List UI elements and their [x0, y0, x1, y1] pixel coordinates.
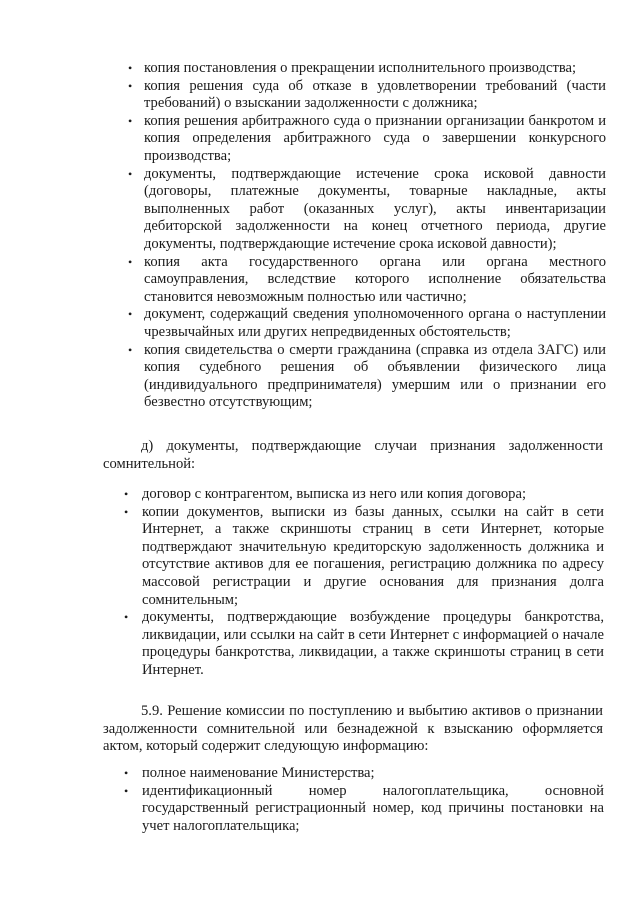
list-item-text: копия решения арбитражного суда о признании организации банкротом и копия определения арбитражного суда о завершении конкурсного производства; [144, 112, 606, 164]
list-item-text: документы, подтверждающие возбуждение процедуры банкротства, ликвидации, или ссылки на сайт в сети Интернет с информацией о начале процедуры банкротства, ликвидации, а также скриншоты страниц в сети Интернет. [142, 609, 604, 678]
paragraph-text: 5.9. Решение комиссии по поступлению и выбытию активов о признании задолженности сомнительной или безнадежной к взысканию оформляется актом, который содержит следующую информацию: [103, 703, 603, 755]
list-item-text: полное наименование Министерства; [142, 765, 375, 781]
list-item [0, 486, 639, 504]
paragraph-section-5-9 [103, 703, 603, 756]
bullet-icon: • [128, 342, 133, 357]
bullet-icon: • [124, 783, 129, 798]
list-item [0, 113, 639, 166]
list-item [0, 78, 639, 113]
document-list-act-contents [0, 765, 639, 835]
list-item-text: документы, подтверждающие истечение срока исковой давности (договоры, платежные документы, товарные накладные, акты выполненных работ (оказанных услуг), акты инвентаризации дебиторской задолженности на конец отчетного периода, другие документы, подтверждающие истечение срока исковой давности); [144, 165, 606, 252]
list-item-text: идентификационный номер налогоплательщика, основной государственный регистрационный номер, код причины постановки на учет налогоплательщика; [142, 782, 604, 834]
paragraph-doubtful-debt-documents [103, 438, 603, 473]
bullet-icon: • [124, 766, 129, 780]
list-item-text: договор с контрагентом, выписка из него или копия договора; [142, 486, 527, 502]
bullet-icon: • [128, 307, 133, 322]
paragraph-text: д) документы, подтверждающие случаи признания задолженности сомнительной: [103, 438, 603, 472]
list-item [0, 254, 639, 307]
list-item-text: копии документов, выписки из базы данных, ссылки на сайт в сети Интернет, а также скриншоты страниц в сети Интернет, которые подтверждают значительную кредиторскую задолженность должника и отсутствие активов для ее погашения, регистрацию должника по адресу массовой регистрации и другие основания для признания долга сомнительным; [142, 503, 604, 608]
document-list-required-copies [0, 60, 639, 412]
list-item-text: копия постановления о прекращении исполнительного производства; [144, 60, 577, 76]
bullet-icon: • [124, 487, 129, 501]
bullet-icon: • [124, 504, 129, 519]
list-item-text: копия решения суда об отказе в удовлетворении требований (части требований) о взыскании задолженности с должника; [144, 77, 606, 112]
list-item [0, 342, 639, 412]
bullet-icon: • [128, 113, 133, 128]
list-item [0, 783, 639, 836]
list-item-text: копия акта государственного органа или органа местного самоуправления, вследствие которого исполнение обязательства становится невозможным полностью или частично; [144, 253, 606, 305]
list-item [0, 504, 639, 610]
list-item [0, 166, 639, 254]
bullet-icon: • [128, 254, 133, 269]
bullet-icon: • [128, 78, 133, 93]
list-item-text: копия свидетельства о смерти гражданина (справка из отдела ЗАГС) или копия судебного решения об объявлении физического лица (индивидуального предпринимателя) умершим или о признании его безвестно отсутствующим; [144, 341, 606, 411]
bullet-icon: • [128, 61, 133, 75]
list-item-text: документ, содержащий сведения уполномоченного органа о наступлении чрезвычайных или других непредвиденных обстоятельств; [144, 306, 606, 340]
bullet-icon: • [128, 166, 133, 181]
document-list-doubtful-debt [0, 486, 639, 680]
bullet-icon: • [124, 610, 129, 625]
list-item [0, 306, 639, 341]
list-item [0, 765, 639, 783]
list-item [0, 609, 639, 679]
list-item [0, 60, 639, 78]
